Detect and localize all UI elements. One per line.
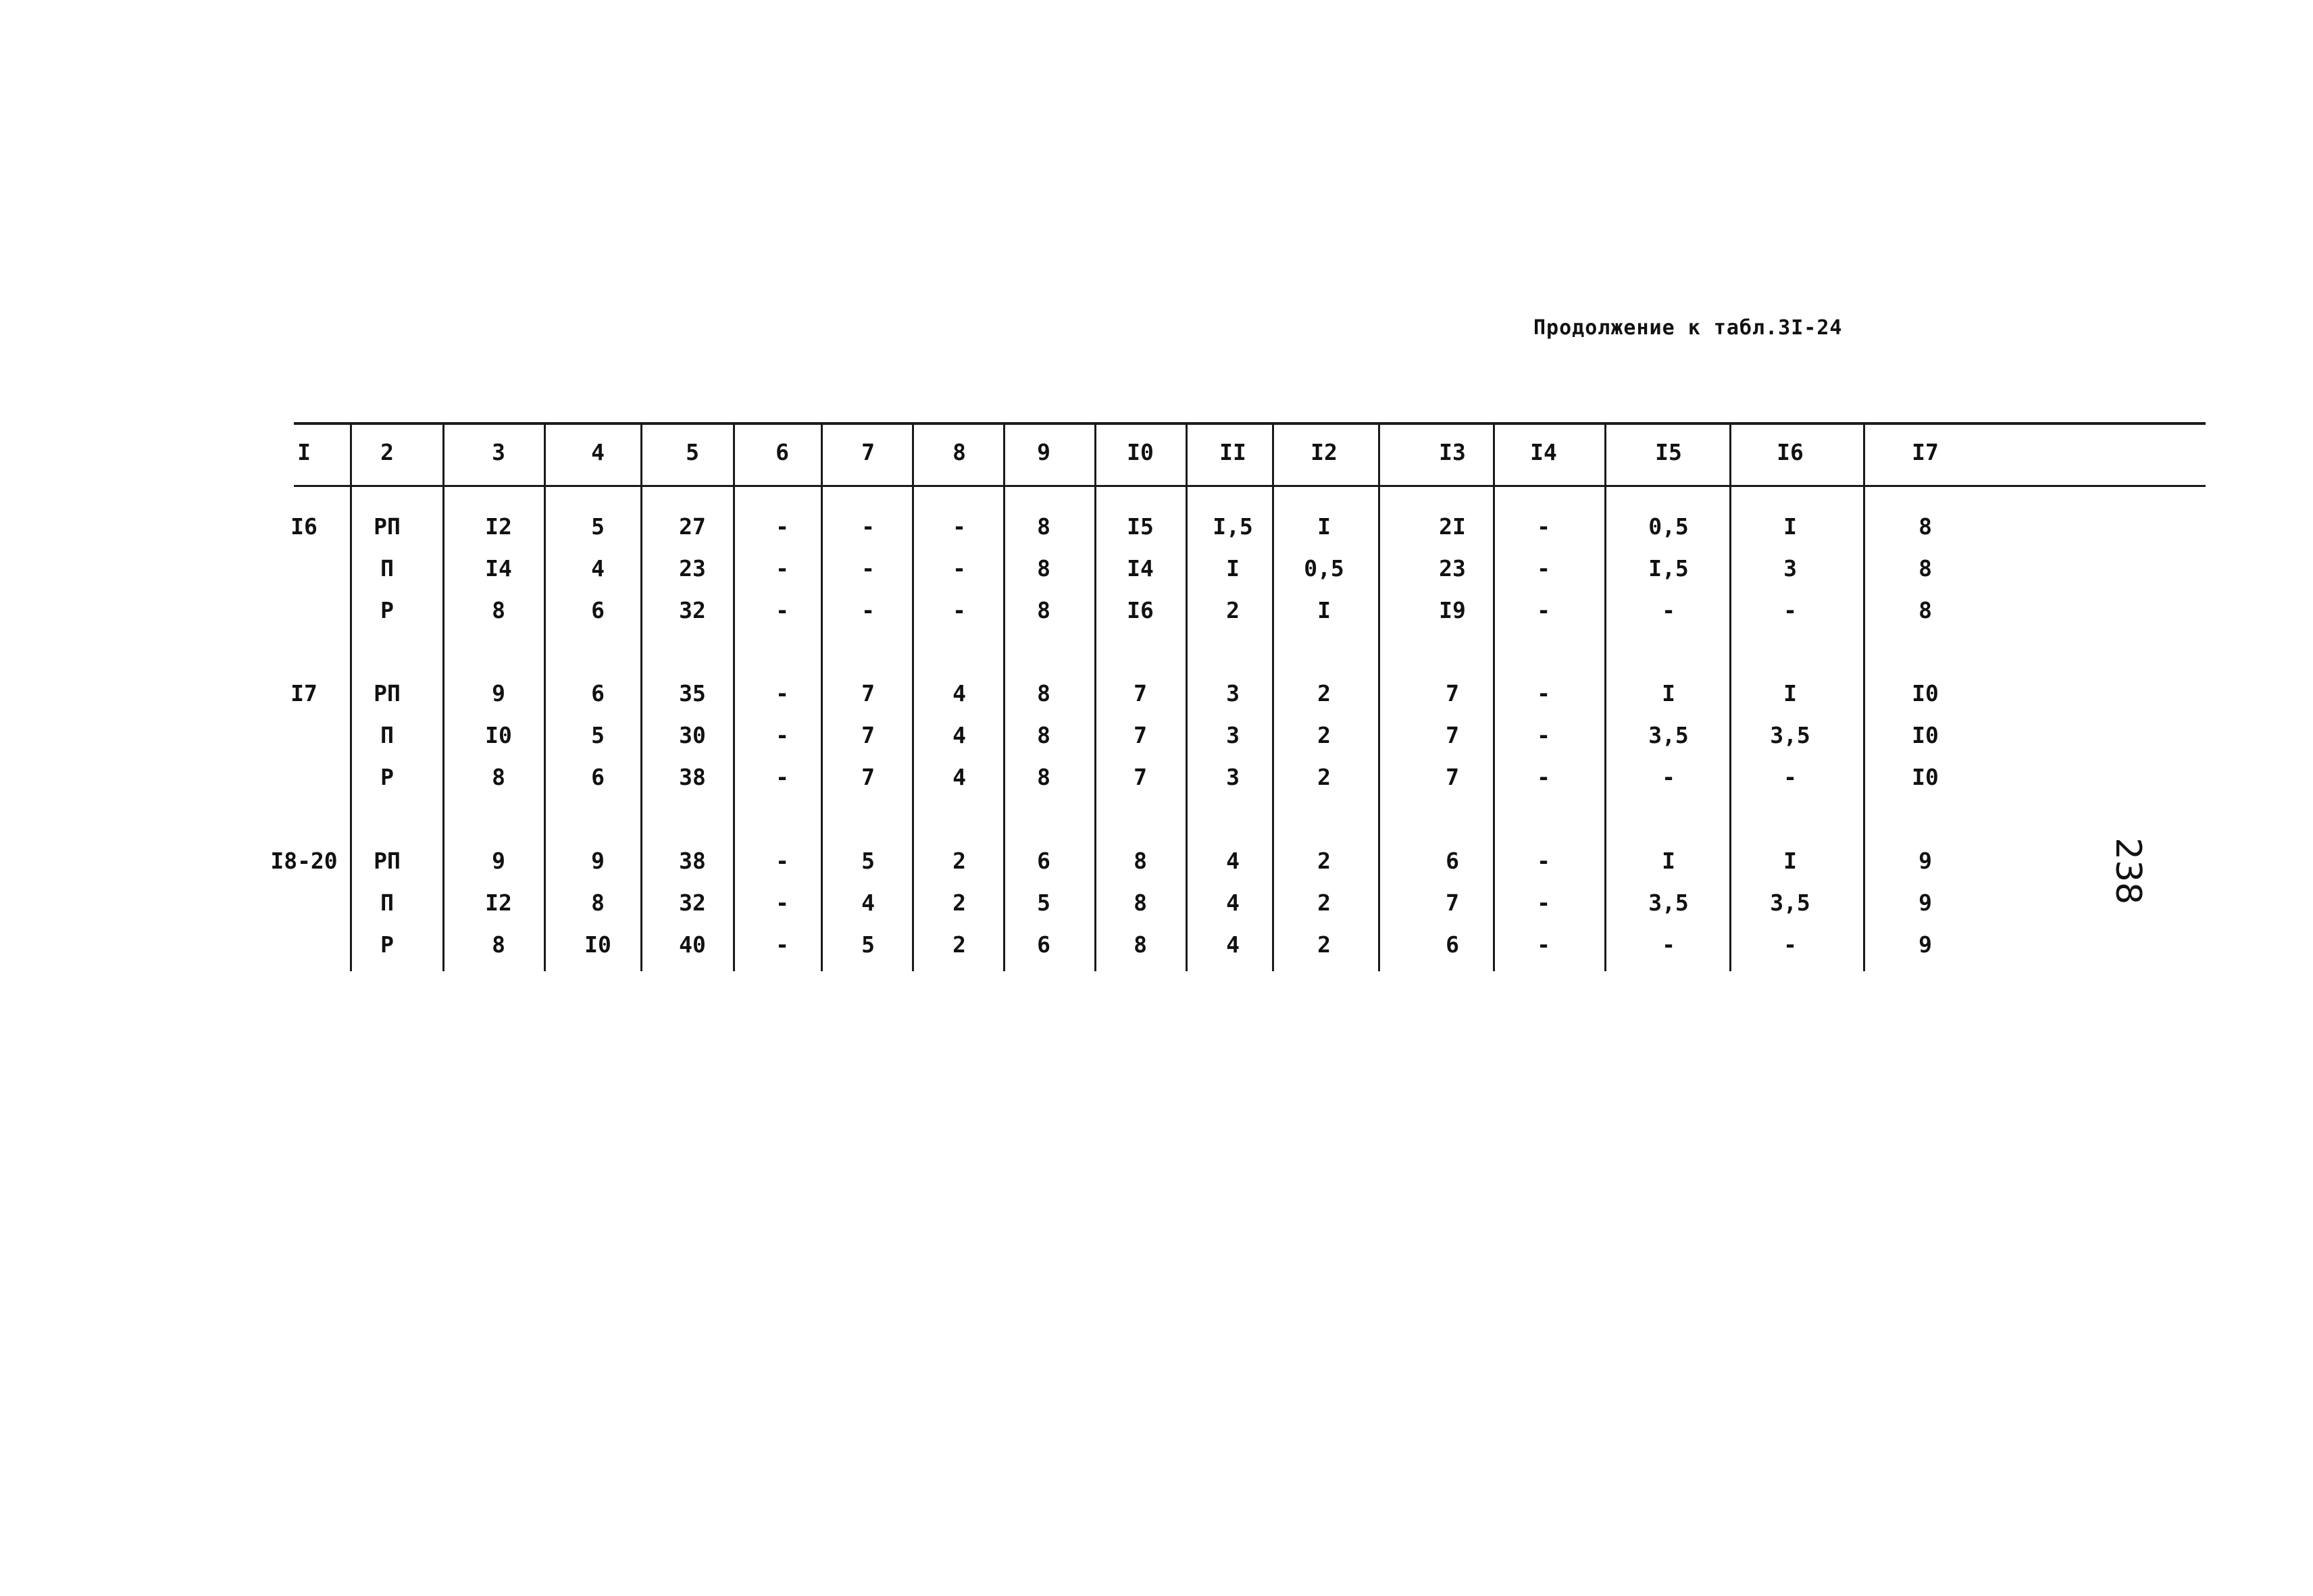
table-cell: 7 [861,680,875,706]
table-cell: 8 [492,597,505,623]
table-cell: 7 [1134,680,1147,706]
table-cell: 4 [861,890,875,916]
table-cell: 7 [1446,890,1459,916]
column-divider [1003,424,1005,971]
table-header-rule [294,485,2206,487]
table-cell: 8 [1134,931,1147,958]
table-cell: 8 [1037,680,1050,706]
table-cell: 9 [1918,890,1932,916]
table-cell: 7 [861,722,875,748]
table-cell: 5 [591,513,605,540]
table-cell: - [1662,931,1675,958]
table-cell: I0 [1912,764,1939,790]
column-header: 4 [591,439,605,465]
table-cell: 5 [861,931,875,958]
table-cell: - [952,513,966,540]
table-cell: 7 [1446,680,1459,706]
row-type-cell: РП [374,848,401,874]
column-divider [821,424,823,971]
table-cell: 6 [1446,931,1459,958]
row-type-cell: Р [380,764,394,790]
row-type-cell: Р [380,931,394,958]
table-cell: 8 [1037,555,1050,582]
table-cell: 2 [952,931,966,958]
table-cell: I2 [485,513,512,540]
table-cell: I [1317,597,1331,623]
table-cell: 8 [492,931,505,958]
table-cell: 0,5 [1304,555,1344,582]
column-header: 9 [1037,439,1050,465]
table-top-rule [294,422,2206,425]
table-cell: I6 [1127,597,1154,623]
group-id-cell: I8-20 [270,848,338,874]
table-cell: 7 [1134,764,1147,790]
table-cell: - [861,597,875,623]
column-header: I6 [1777,439,1804,465]
table-cell: 4 [952,764,966,790]
table-cell: - [1783,764,1797,790]
table-cell: 7 [1134,722,1147,748]
table-cell: I [1662,680,1675,706]
table-cell: I,5 [1213,513,1253,540]
table-cell: - [952,555,966,582]
table-cell: 6 [1037,848,1050,874]
table-cell: - [1537,597,1550,623]
table-cell: - [776,555,789,582]
table-cell: 27 [679,513,706,540]
table-cell: 8 [492,764,505,790]
table-cell: 3,5 [1648,722,1689,748]
table-cell: 9 [1918,931,1932,958]
table-cell: I [1783,513,1797,540]
table-cell: 2 [1317,931,1331,958]
table-cell: 9 [591,848,605,874]
column-divider [1729,424,1731,971]
table-cell: 30 [679,722,706,748]
table-cell: I0 [584,931,611,958]
table-cell: I,5 [1648,555,1689,582]
table-cell: 0,5 [1648,513,1689,540]
table-cell: 38 [679,764,706,790]
table-cell: - [1662,764,1675,790]
table-cell: 2 [1317,722,1331,748]
table-cell: - [1662,597,1675,623]
table-cell: 40 [679,931,706,958]
column-divider [1378,424,1380,971]
table-cell: 4 [1226,931,1240,958]
table-cell: - [776,764,789,790]
column-header: 6 [776,439,789,465]
column-header: I3 [1439,439,1466,465]
column-header: I [297,439,311,465]
page-number: 238 [2108,838,2148,905]
table-cell: I [1783,848,1797,874]
table-cell: 4 [591,555,605,582]
table-cell: 3 [1226,680,1240,706]
table-cell: - [952,597,966,623]
column-divider [1604,424,1606,971]
row-type-cell: Р [380,597,394,623]
table-cell: 4 [1226,890,1240,916]
table-cell: 8 [1037,597,1050,623]
table-cell: 3,5 [1770,890,1810,916]
table-cell: - [776,931,789,958]
table-cell: - [861,513,875,540]
table-cell: I0 [1912,680,1939,706]
column-divider [1863,424,1865,971]
table-cell: - [776,722,789,748]
table-cell: 38 [679,848,706,874]
table-cell: 8 [1134,848,1147,874]
table-cell: - [776,890,789,916]
table-cell: - [776,597,789,623]
table-cell: 2 [1317,848,1331,874]
table-cell: I [1783,680,1797,706]
table-cell: 6 [591,597,605,623]
table-cell: 2 [1226,597,1240,623]
column-divider [733,424,735,971]
table-cell: 3,5 [1770,722,1810,748]
table-cell: 6 [1037,931,1050,958]
table-cell: - [1537,764,1550,790]
table-cell: 3,5 [1648,890,1689,916]
row-type-cell: П [380,890,394,916]
column-header: 3 [492,439,505,465]
row-type-cell: П [380,555,394,582]
column-header: I4 [1530,439,1557,465]
column-header: 5 [686,439,699,465]
table-cell: 23 [679,555,706,582]
column-header: II [1219,439,1246,465]
table-cell: - [1537,513,1550,540]
table-cell: I4 [485,555,512,582]
table-cell: 23 [1439,555,1466,582]
column-divider [1493,424,1495,971]
column-divider [1272,424,1274,971]
table-cell: - [1537,848,1550,874]
column-header: I5 [1655,439,1682,465]
table-cell: 2 [952,848,966,874]
table-cell: - [1537,722,1550,748]
table-cell: 6 [591,680,605,706]
row-type-cell: П [380,722,394,748]
table-cell: 32 [679,890,706,916]
table-cell: I [1317,513,1331,540]
table-cell: I4 [1127,555,1154,582]
table-cell: 9 [492,680,505,706]
table-cell: 5 [591,722,605,748]
table-cell: - [1537,931,1550,958]
table-cell: 8 [591,890,605,916]
table-cell: 8 [1037,513,1050,540]
table-cell: 7 [1446,722,1459,748]
column-header: I7 [1912,439,1939,465]
table-cell: 8 [1134,890,1147,916]
table-cell: 35 [679,680,706,706]
table-cell: 8 [1037,764,1050,790]
column-header: I0 [1127,439,1154,465]
table-cell: 5 [1037,890,1050,916]
table-cell: - [776,680,789,706]
table-cell: I2 [485,890,512,916]
column-header: 7 [861,439,875,465]
column-divider [442,424,444,971]
group-id-cell: I6 [290,513,317,540]
table-cell: 4 [952,722,966,748]
table-cell: I [1662,848,1675,874]
table-cell: 2I [1439,513,1466,540]
table-cell: 2 [1317,764,1331,790]
table-cell: 5 [861,848,875,874]
table-cell: 32 [679,597,706,623]
column-header: 8 [952,439,966,465]
table-cell: 4 [952,680,966,706]
table-cell: - [776,848,789,874]
column-header: 2 [380,439,394,465]
column-header: I2 [1311,439,1338,465]
table-cell: 2 [1317,890,1331,916]
row-type-cell: РП [374,680,401,706]
table-cell: I0 [1912,722,1939,748]
table-cell: - [861,555,875,582]
table-cell: 7 [1446,764,1459,790]
table-cell: 3 [1226,722,1240,748]
table-cell: 6 [591,764,605,790]
table-cell: 3 [1783,555,1797,582]
table-cell: 6 [1446,848,1459,874]
table-cell: 9 [1918,848,1932,874]
table-cell: - [1537,555,1550,582]
column-divider [640,424,642,971]
table-cell: 4 [1226,848,1240,874]
table-cell: I9 [1439,597,1466,623]
row-type-cell: РП [374,513,401,540]
table-cell: - [1537,680,1550,706]
table-cell: - [1783,931,1797,958]
column-divider [1094,424,1096,971]
group-id-cell: I7 [290,680,317,706]
table-cell: - [776,513,789,540]
table-cell: 8 [1918,555,1932,582]
table-cell: 3 [1226,764,1240,790]
table-cell: I [1226,555,1240,582]
column-divider [1186,424,1188,971]
column-divider [544,424,546,971]
table-continuation-caption: Продолжение к табл.3I-24 [1533,316,1843,340]
table-cell: I0 [485,722,512,748]
table-cell: 8 [1918,597,1932,623]
column-divider [912,424,914,971]
table-cell: 7 [861,764,875,790]
table-cell: 2 [952,890,966,916]
table-cell: 8 [1918,513,1932,540]
table-cell: I5 [1127,513,1154,540]
table-cell: 2 [1317,680,1331,706]
table-cell: - [1783,597,1797,623]
table-cell: 8 [1037,722,1050,748]
table-cell: 9 [492,848,505,874]
table-cell: - [1537,890,1550,916]
column-divider [350,424,352,971]
